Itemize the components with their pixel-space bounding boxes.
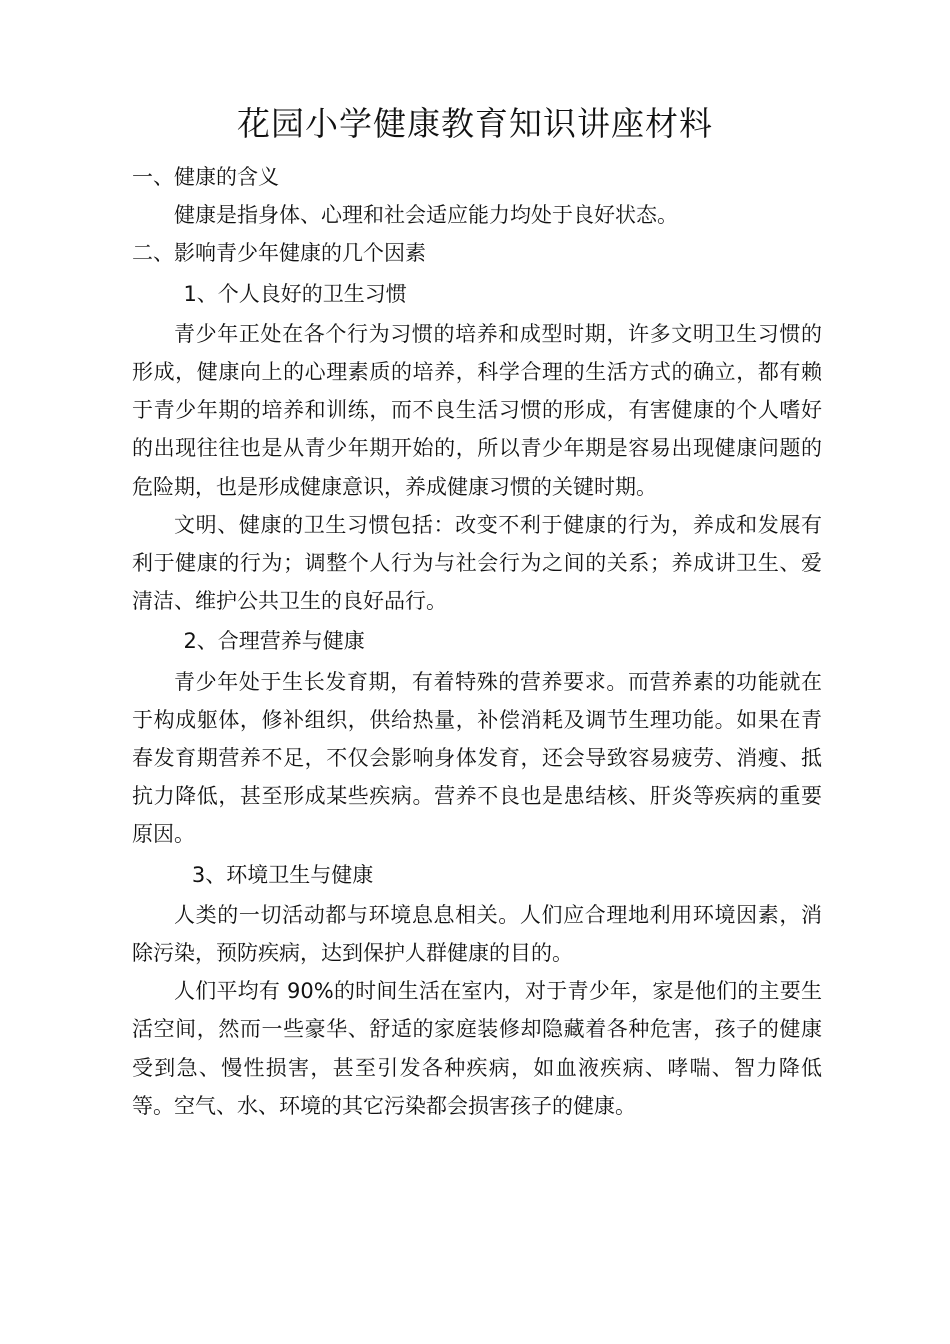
section-2-heading: 二、影响青少年健康的几个因素 <box>132 241 426 266</box>
document-title: 花园小学健康教育知识讲座材料 <box>237 104 713 143</box>
subsection-3-paragraph-2: 人们平均有 90%的时间生活在室内，对于青少年，家是他们的主要生活空间，然而一些豪华、舒适的家庭装修却隐藏着各种危害，孩子的健康受到急、慢性损害，甚至引发各种疾病，如血液疾病、哮喘、智力降低等。空气、水、环境的其它污染都会损害孩子的健康。 <box>132 979 822 1118</box>
subsection-3-heading: 3、环境卫生与健康 <box>191 862 374 887</box>
section-1-text: 健康是指身体、心理和社会适应能力均处于良好状态。 <box>174 203 678 228</box>
subsection-1-paragraph-1: 青少年正处在各个行为习惯的培养和成型时期，许多文明卫生习惯的形成，健康向上的心理素质的培养，科学合理的生活方式的确立，都有赖于青少年期的培养和训练，而不良生活习惯的形成，有害健康的个人嗜好的出现往往也是从青少年期开始的，所以青少年期是容易出现健康问题的危险期，也是形成健康意识，养成健康习惯的关键时期。 <box>132 321 822 499</box>
subsection-1-paragraph-2: 文明、健康的卫生习惯包括：改变不利于健康的行为，养成和发展有利于健康的行为；调整个人行为与社会行为之间的关系；养成讲卫生、爱清洁、维护公共卫生的良好品行。 <box>132 512 822 614</box>
subsection-3-paragraph-1: 人类的一切活动都与环境息息相关。人们应合理地利用环境因素，消除污染，预防疾病，达到保护人群健康的目的。 <box>132 902 822 966</box>
subsection-1-heading: 1、个人良好的卫生习惯 <box>183 281 407 306</box>
subsection-2-heading: 2、合理营养与健康 <box>183 629 365 654</box>
section-1-heading: 一、健康的含义 <box>132 165 279 189</box>
document-body <box>132 158 822 1125</box>
subsection-2-paragraph-1: 青少年处于生长发育期，有着特殊的营养要求。而营养素的功能就在于构成躯体，修补组织，供给热量，补偿消耗及调节生理功能。如果在青春发育期营养不足，不仅会影响身体发育，还会导致容易疲劳、消瘦、抵抗力降低，甚至形成某些疾病。营养不良也是患结核、肝炎等疾病的重要原因。 <box>132 669 822 847</box>
